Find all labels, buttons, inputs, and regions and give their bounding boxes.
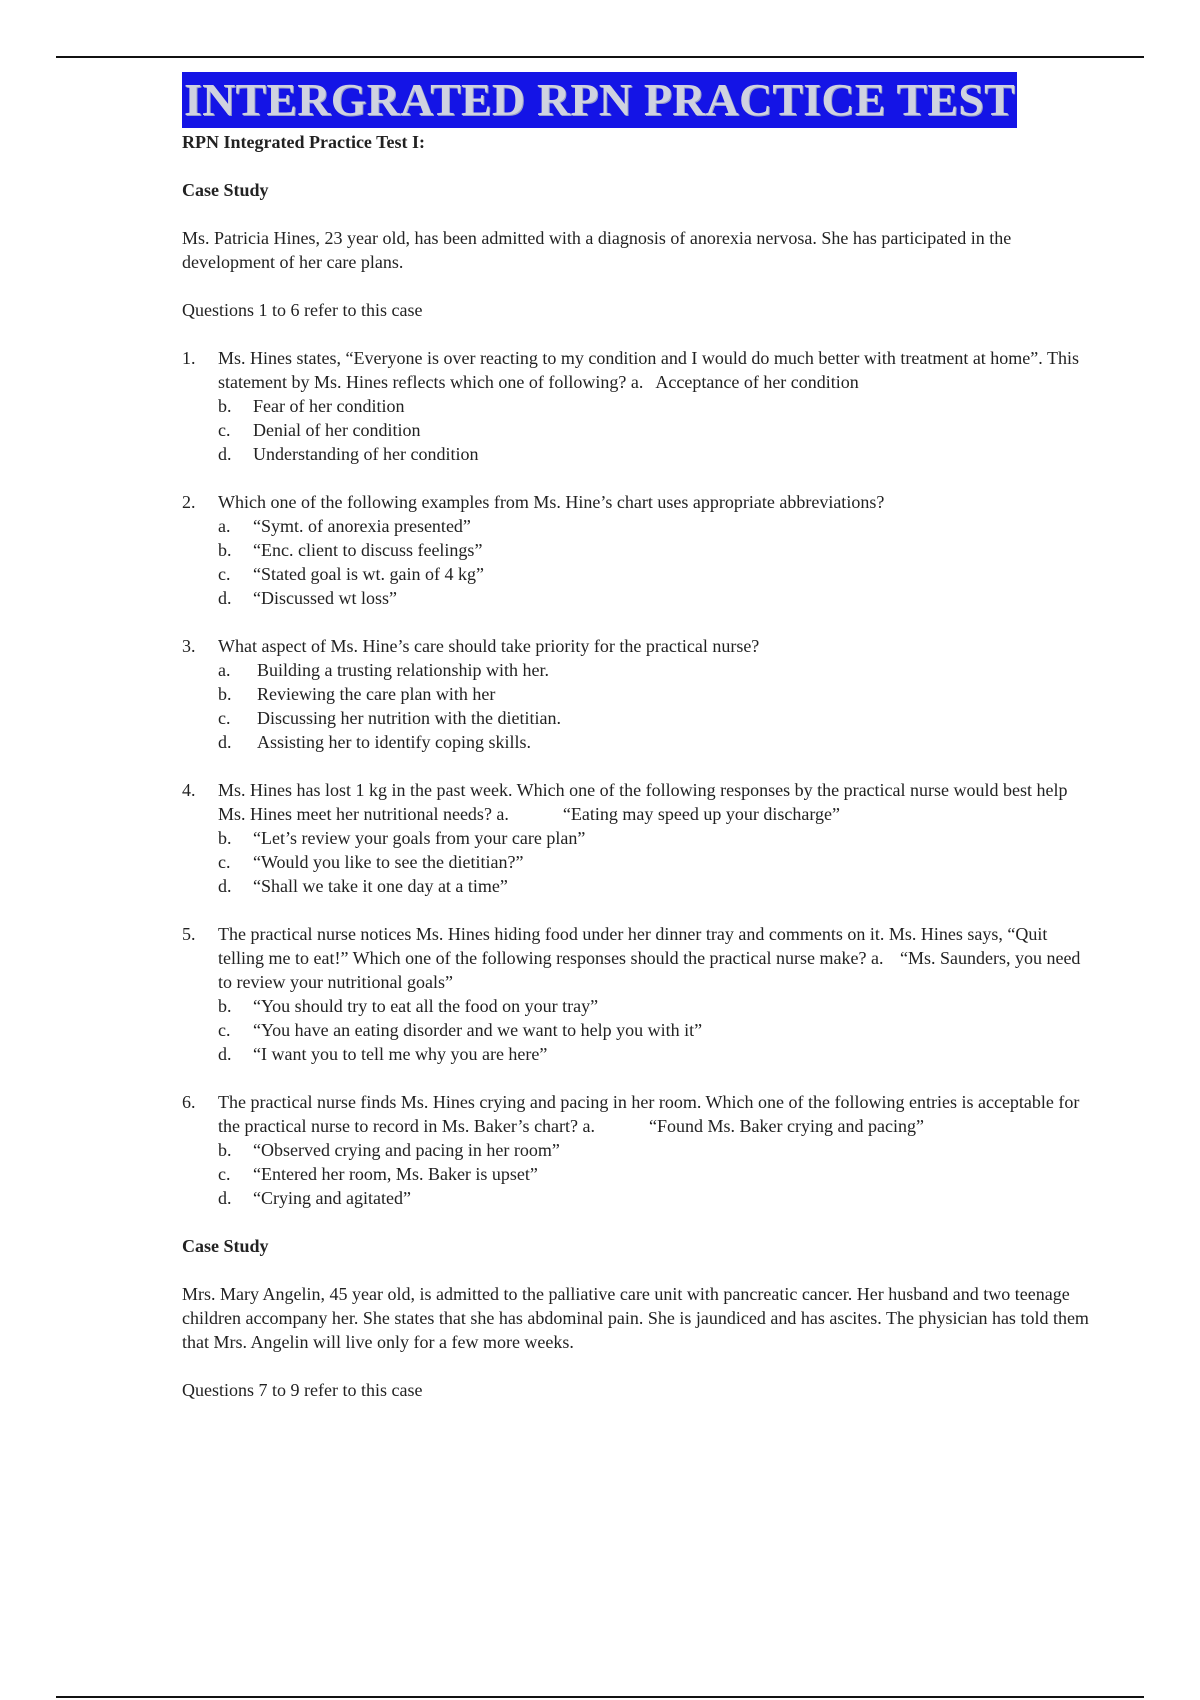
question-stem (182, 634, 1092, 658)
question-range-2: Questions 7 to 9 refer to this case (182, 1380, 423, 1400)
option-list (182, 826, 1092, 898)
option-text: Building a trusting relationship with her. (257, 660, 549, 680)
option-c (218, 850, 1092, 874)
question-list (182, 346, 1092, 1210)
question-6 (182, 1090, 1092, 1210)
option-d (218, 442, 1092, 466)
question-number: 1. (182, 348, 196, 368)
option-b (218, 538, 1092, 562)
option-letter: a. (218, 660, 231, 680)
question-number: 4. (182, 780, 196, 800)
option-text: Fear of her condition (253, 396, 405, 416)
option-letter: d. (218, 444, 232, 464)
option-letter: c. (218, 1164, 231, 1184)
question-3 (182, 634, 1092, 754)
question-number: 2. (182, 492, 196, 512)
option-letter: d. (218, 588, 232, 608)
option-text: “Enc. client to discuss feelings” (253, 540, 483, 560)
case-study-heading-2: Case Study (182, 1236, 269, 1256)
option-text: “Symt. of anorexia presented” (253, 516, 471, 536)
top-divider (56, 56, 1144, 58)
question-text: Ms. Hines has lost 1 kg in the past week. Which one of the following responses by the practical nurse would best help Ms. Hines meet her nutritional needs? a. (218, 780, 1068, 824)
option-d (218, 1042, 1092, 1066)
question-5 (182, 922, 1092, 1066)
option-text: Denial of her condition (253, 420, 421, 440)
option-letter: d. (218, 876, 232, 896)
option-letter: c. (218, 708, 231, 728)
option-d (218, 730, 1092, 754)
option-c (218, 562, 1092, 586)
option-text: “Entered her room, Ms. Baker is upset” (253, 1164, 538, 1184)
option-c (218, 706, 1092, 730)
option-list (182, 394, 1092, 466)
option-list (182, 994, 1092, 1066)
option-letter: d. (218, 1044, 232, 1064)
case-study-text-2: Mrs. Mary Angelin, 45 year old, is admitted to the palliative care unit with pancreatic cancer. Her husband and two teenage children accompany her. She states that she has abdominal pain. She is jaundiced and has ascites. The physician has told them that Mrs. Angelin will live only for a few more weeks. (182, 1284, 1089, 1352)
option-text: “Crying and agitated” (253, 1188, 411, 1208)
bottom-divider (56, 1696, 1144, 1698)
option-letter: c. (218, 420, 231, 440)
option-text: Discussing her nutrition with the dietitian. (257, 708, 561, 728)
question-text: Which one of the following examples from Ms. Hine’s chart uses appropriate abbreviations? (218, 492, 885, 512)
option-d (218, 586, 1092, 610)
option-letter: b. (218, 684, 232, 704)
option-text: Assisting her to identify coping skills. (257, 732, 531, 752)
option-letter: b. (218, 1140, 232, 1160)
option-text: “You have an eating disorder and we want to help you with it” (253, 1020, 703, 1040)
option-text: “Observed crying and pacing in her room” (253, 1140, 560, 1160)
question-text: What aspect of Ms. Hine’s care should take priority for the practical nurse? (218, 636, 760, 656)
option-b (218, 682, 1092, 706)
option-text: Reviewing the care plan with her (257, 684, 496, 704)
option-letter: c. (218, 564, 231, 584)
option-letter: b. (218, 396, 232, 416)
option-letter: b. (218, 540, 232, 560)
question-number: 3. (182, 636, 196, 656)
option-text: “Let’s review your goals from your care plan” (253, 828, 586, 848)
option-b (218, 826, 1092, 850)
option-b (218, 394, 1092, 418)
option-text: “Discussed wt loss” (253, 588, 397, 608)
option-a-text: “Eating may speed up your discharge” (562, 804, 840, 824)
question-stem (182, 490, 1092, 514)
option-text: “I want you to tell me why you are here” (253, 1044, 548, 1064)
option-letter: c. (218, 852, 231, 872)
option-letter: d. (218, 732, 232, 752)
option-c (218, 1018, 1092, 1042)
option-list (182, 658, 1092, 754)
option-a-text: “Found Ms. Baker crying and pacing” (649, 1116, 924, 1136)
option-text: Understanding of her condition (253, 444, 479, 464)
option-letter: c. (218, 1020, 231, 1040)
question-text: The practical nurse finds Ms. Hines crying and pacing in her room. Which one of the following entries is acceptable for the practical nurse to record in Ms. Baker’s chart? a. (218, 1092, 1080, 1136)
case-study-text-1: Ms. Patricia Hines, 23 year old, has been admitted with a diagnosis of anorexia nervosa. She has participated in the development of her care plans. (182, 228, 1012, 272)
question-stem (182, 778, 1092, 826)
option-a-text: “Ms. Saunders, you need to review your nutritional goals” (218, 948, 1081, 992)
option-letter: d. (218, 1188, 232, 1208)
question-4 (182, 778, 1092, 898)
option-d (218, 874, 1092, 898)
option-d (218, 1186, 1092, 1210)
case-study-heading-1: Case Study (182, 180, 269, 200)
option-letter: a. (218, 516, 231, 536)
question-text: The practical nurse notices Ms. Hines hiding food under her dinner tray and comments on it. Ms. Hines says, “Quit telling me to eat!” Which one of the following responses should the practical nurse make? a. (218, 924, 1048, 968)
question-range-1: Questions 1 to 6 refer to this case (182, 300, 423, 320)
option-c (218, 418, 1092, 442)
option-text: “Stated goal is wt. gain of 4 kg” (253, 564, 484, 584)
option-text: “Would you like to see the dietitian?” (253, 852, 524, 872)
option-text: “Shall we take it one day at a time” (253, 876, 508, 896)
option-list (182, 1138, 1092, 1210)
test-subtitle: RPN Integrated Practice Test I: (182, 132, 425, 152)
option-text: “You should try to eat all the food on your tray” (253, 996, 599, 1016)
option-a-text: Acceptance of her condition (655, 372, 859, 392)
option-a (218, 658, 1092, 682)
question-number: 5. (182, 924, 196, 944)
option-b (218, 994, 1092, 1018)
question-2 (182, 490, 1092, 610)
question-1 (182, 346, 1092, 466)
document-page (182, 72, 1092, 1402)
question-stem (182, 922, 1092, 994)
option-c (218, 1162, 1092, 1186)
option-b (218, 1138, 1092, 1162)
question-number: 6. (182, 1092, 196, 1112)
option-list (182, 514, 1092, 610)
option-letter: b. (218, 996, 232, 1016)
question-stem (182, 1090, 1092, 1138)
option-letter: b. (218, 828, 232, 848)
document-title-banner: INTERGRATED RPN PRACTICE TEST (182, 72, 1017, 128)
question-stem (182, 346, 1092, 394)
question-text: Ms. Hines states, “Everyone is over reacting to my condition and I would do much better with treatment at home”. This statement by Ms. Hines reflects which one of following? a. (218, 348, 1079, 392)
option-a (218, 514, 1092, 538)
